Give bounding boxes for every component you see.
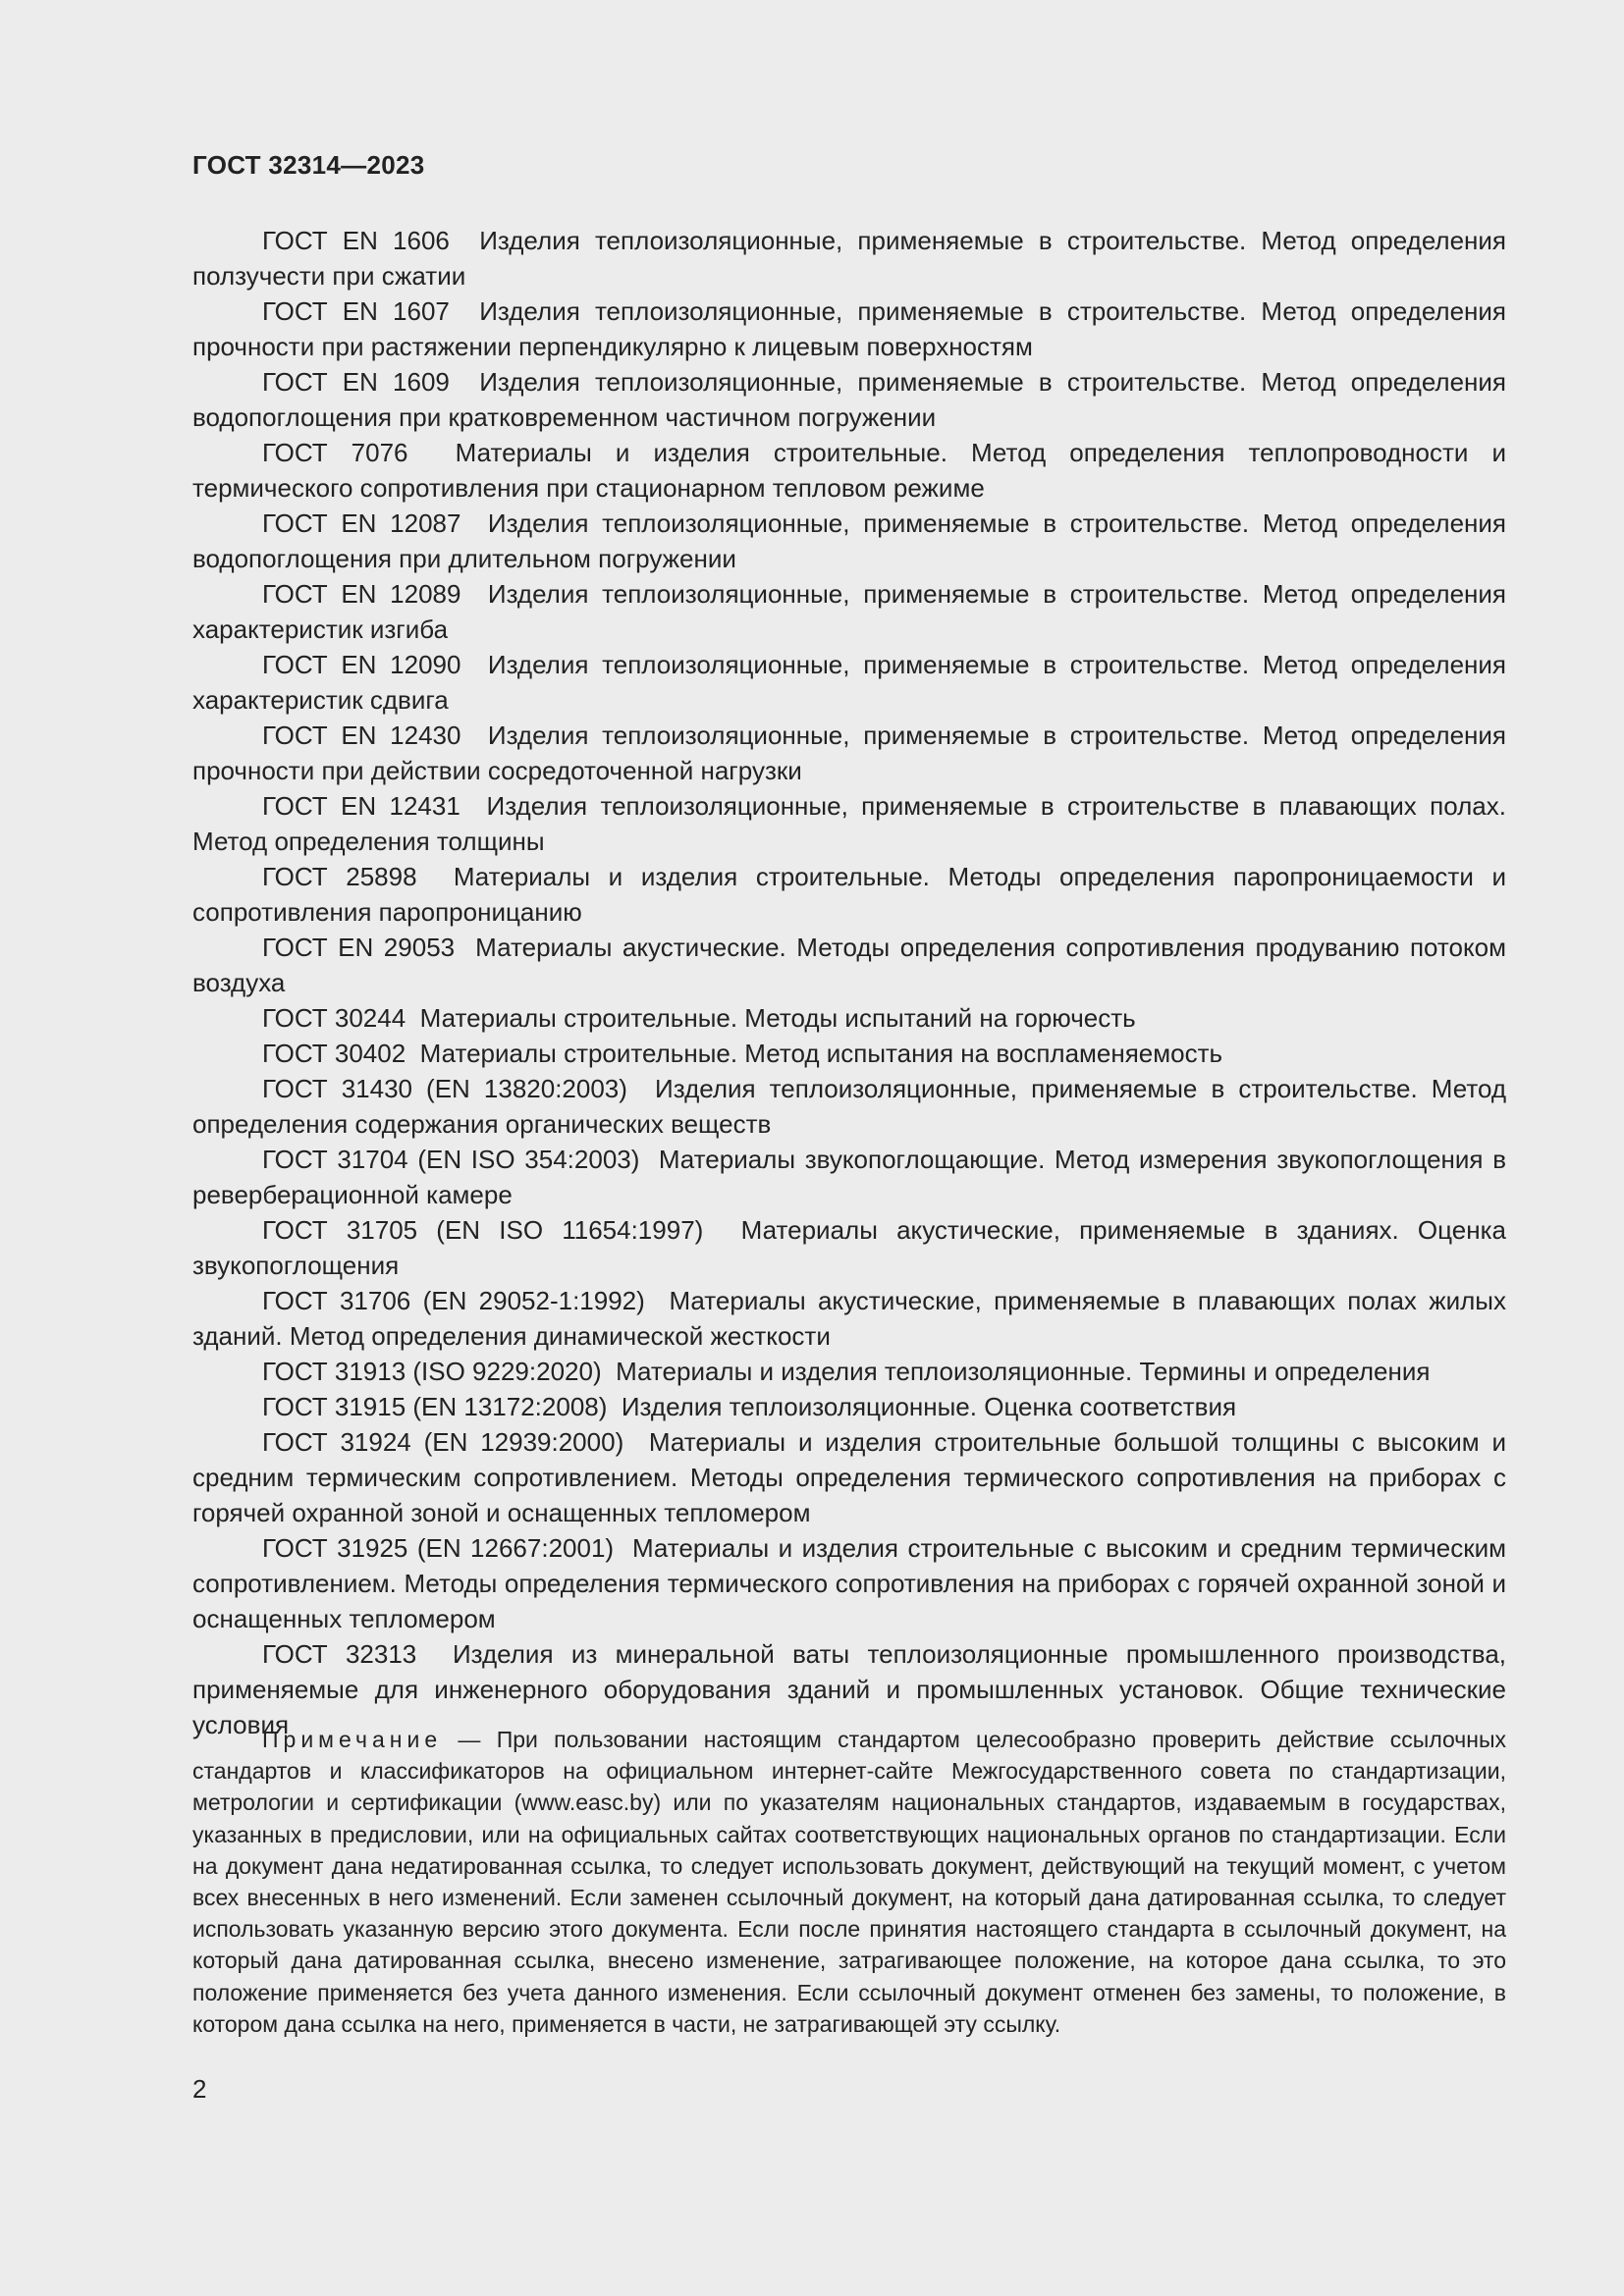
reference-title: Материалы и изделия теплоизоляционные. Термины и определения xyxy=(616,1357,1431,1386)
reference-code: ГОСТ EN 12090 xyxy=(262,650,461,679)
reference-title: Материалы звукопоглощающие. Метод измерения звукопоглощения в реверберационной камере xyxy=(192,1145,1507,1209)
reference-item xyxy=(192,1283,1506,1354)
reference-code: ГОСТ EN 29053 xyxy=(262,933,456,962)
references-note xyxy=(192,1724,1506,2040)
reference-item xyxy=(192,718,1506,788)
reference-title: Изделия теплоизоляционные, применяемые в строительстве. Метод определения характеристик изгиба xyxy=(192,579,1506,644)
reference-title: Изделия теплоизоляционные, применяемые в строительстве в плавающих полах. Метод определения толщины xyxy=(192,791,1506,856)
normative-references-list xyxy=(192,223,1506,1742)
reference-item xyxy=(192,435,1506,506)
reference-title: Изделия теплоизоляционные, применяемые в строительстве. Метод определения содержания органических веществ xyxy=(192,1074,1507,1139)
reference-title: Изделия из минеральной ваты теплоизоляционные промышленного производства, применяемые для инженерного оборудования зданий и промышленных установок. Общие технические условия xyxy=(192,1639,1506,1739)
reference-code: ГОСТ 25898 xyxy=(262,862,417,891)
reference-item xyxy=(192,647,1506,718)
reference-item xyxy=(192,788,1506,859)
reference-title: Изделия теплоизоляционные, применяемые в строительстве. Метод определения прочности при действии сосредоточенной нагрузки xyxy=(192,721,1506,785)
reference-code: ГОСТ EN 12430 xyxy=(262,721,461,750)
reference-item xyxy=(192,930,1506,1000)
reference-item xyxy=(192,1354,1506,1389)
reference-code: ГОСТ EN 12431 xyxy=(262,791,460,821)
reference-title: Материалы акустические, применяемые в зданиях. Оценка звукопоглощения xyxy=(192,1215,1506,1280)
reference-title: Материалы акустические. Методы определения сопротивления продуванию потоком воздуха xyxy=(192,933,1506,997)
reference-title: Материалы и изделия строительные с высоким и средним термическим сопротивлением. Методы определения термического сопротивления на приборах с горячей охранной зоной и оснащенных тепломером xyxy=(192,1533,1506,1633)
note-label: Примечание xyxy=(262,1727,443,1752)
reference-code: ГОСТ 30244 xyxy=(262,1003,406,1033)
reference-item xyxy=(192,859,1506,930)
reference-item xyxy=(192,506,1506,576)
reference-item xyxy=(192,576,1506,647)
reference-code: ГОСТ EN 1609 xyxy=(262,367,450,397)
reference-item xyxy=(192,1530,1506,1636)
reference-code: ГОСТ EN 12089 xyxy=(262,579,461,609)
reference-code: ГОСТ 7076 xyxy=(262,438,408,467)
reference-title: Материалы строительные. Метод испытания на воспламеняемость xyxy=(419,1039,1223,1068)
reference-title: Материалы и изделия строительные. Методы определения паропроницаемости и сопротивления паропроницанию xyxy=(192,862,1506,927)
reference-code: ГОСТ 31924 (EN 12939:2000) xyxy=(262,1427,624,1457)
reference-code: ГОСТ 31704 (EN ISO 354:2003) xyxy=(262,1145,640,1174)
reference-title: Материалы и изделия строительные. Метод определения теплопроводности и термического сопротивления при стационарном тепловом режиме xyxy=(192,438,1506,503)
reference-title: Материалы строительные. Методы испытаний на горючесть xyxy=(419,1003,1136,1033)
document-header-title: ГОСТ 32314—2023 xyxy=(192,150,425,180)
reference-code: ГОСТ 31705 (EN ISO 11654:1997) xyxy=(262,1215,704,1245)
reference-code: ГОСТ 31913 (ISO 9229:2020) xyxy=(262,1357,602,1386)
reference-code: ГОСТ EN 12087 xyxy=(262,508,461,538)
reference-title: Изделия теплоизоляционные, применяемые в строительстве. Метод определения ползучести при сжатии xyxy=(192,226,1507,291)
reference-item xyxy=(192,1142,1506,1212)
reference-code: ГОСТ 32313 xyxy=(262,1639,417,1669)
reference-item xyxy=(192,1071,1506,1142)
reference-item xyxy=(192,1036,1506,1071)
reference-code: ГОСТ 31925 (EN 12667:2001) xyxy=(262,1533,615,1563)
reference-code: ГОСТ 30402 xyxy=(262,1039,406,1068)
reference-item xyxy=(192,1424,1506,1530)
reference-item xyxy=(192,1389,1506,1424)
reference-title: Материалы акустические, применяемые в плавающих полах жилых зданий. Метод определения динамической жесткости xyxy=(192,1286,1506,1351)
reference-item xyxy=(192,294,1506,364)
reference-code: ГОСТ EN 1607 xyxy=(262,296,450,326)
reference-code: ГОСТ EN 1606 xyxy=(262,226,450,255)
reference-title: Изделия теплоизоляционные, применяемые в строительстве. Метод определения характеристик сдвига xyxy=(192,650,1506,715)
reference-item xyxy=(192,1212,1506,1283)
reference-code: ГОСТ 31706 (EN 29052-1:1992) xyxy=(262,1286,645,1315)
reference-title: Изделия теплоизоляционные, применяемые в строительстве. Метод определения прочности при растяжении перпендикулярно к лицевым поверхностям xyxy=(192,296,1507,361)
reference-code: ГОСТ 31430 (EN 13820:2003) xyxy=(262,1074,627,1103)
reference-title: Изделия теплоизоляционные. Оценка соответствия xyxy=(621,1392,1237,1421)
reference-title: Изделия теплоизоляционные, применяемые в строительстве. Метод определения водопоглощения при длительном погружении xyxy=(192,508,1506,573)
note-text: — При пользовании настоящим стандартом целесообразно проверить действие ссылочных стандартов и классификаторов на официальном интернет-сайте Межгосударственного совета по стандартизации, метрологии и сертификации (www.easc.by) или по указателям национальных стандартов, издаваемым в государствах, указанных в предисловии, или на официальных сайтах соответствующих национальных органов по стандартизации. Если на документ дана недатированная ссылка, то следует использовать документ, действующий на текущий момент, с учетом всех внесенных в него изменений. Если заменен ссылочный документ, на который дана датированная ссылка, то следует использовать указанную версию этого документа. Если после принятия настоящего стандарта в ссылочный документ, на который дана датированная ссылка, внесено изменение, затрагивающее положение, на которое дана ссылка, то это положение применяется без учета данного изменения. Если ссылочный документ отменен без замены, то положение, в котором дана ссылка на него, применяется в части, не затрагивающей эту ссылку. xyxy=(192,1727,1507,2037)
reference-title: Материалы и изделия строительные большой толщины с высоким и средним термическим сопротивлением. Методы определения термического сопротивления на приборах с горячей охранной зоной и оснащенных тепломером xyxy=(192,1427,1507,1527)
reference-code: ГОСТ 31915 (EN 13172:2008) xyxy=(262,1392,608,1421)
reference-item xyxy=(192,223,1506,294)
page-number: 2 xyxy=(192,2074,207,2104)
reference-title: Изделия теплоизоляционные, применяемые в строительстве. Метод определения водопоглощения при кратковременном частичном погружении xyxy=(192,367,1507,432)
reference-item xyxy=(192,1000,1506,1036)
reference-item xyxy=(192,364,1506,435)
